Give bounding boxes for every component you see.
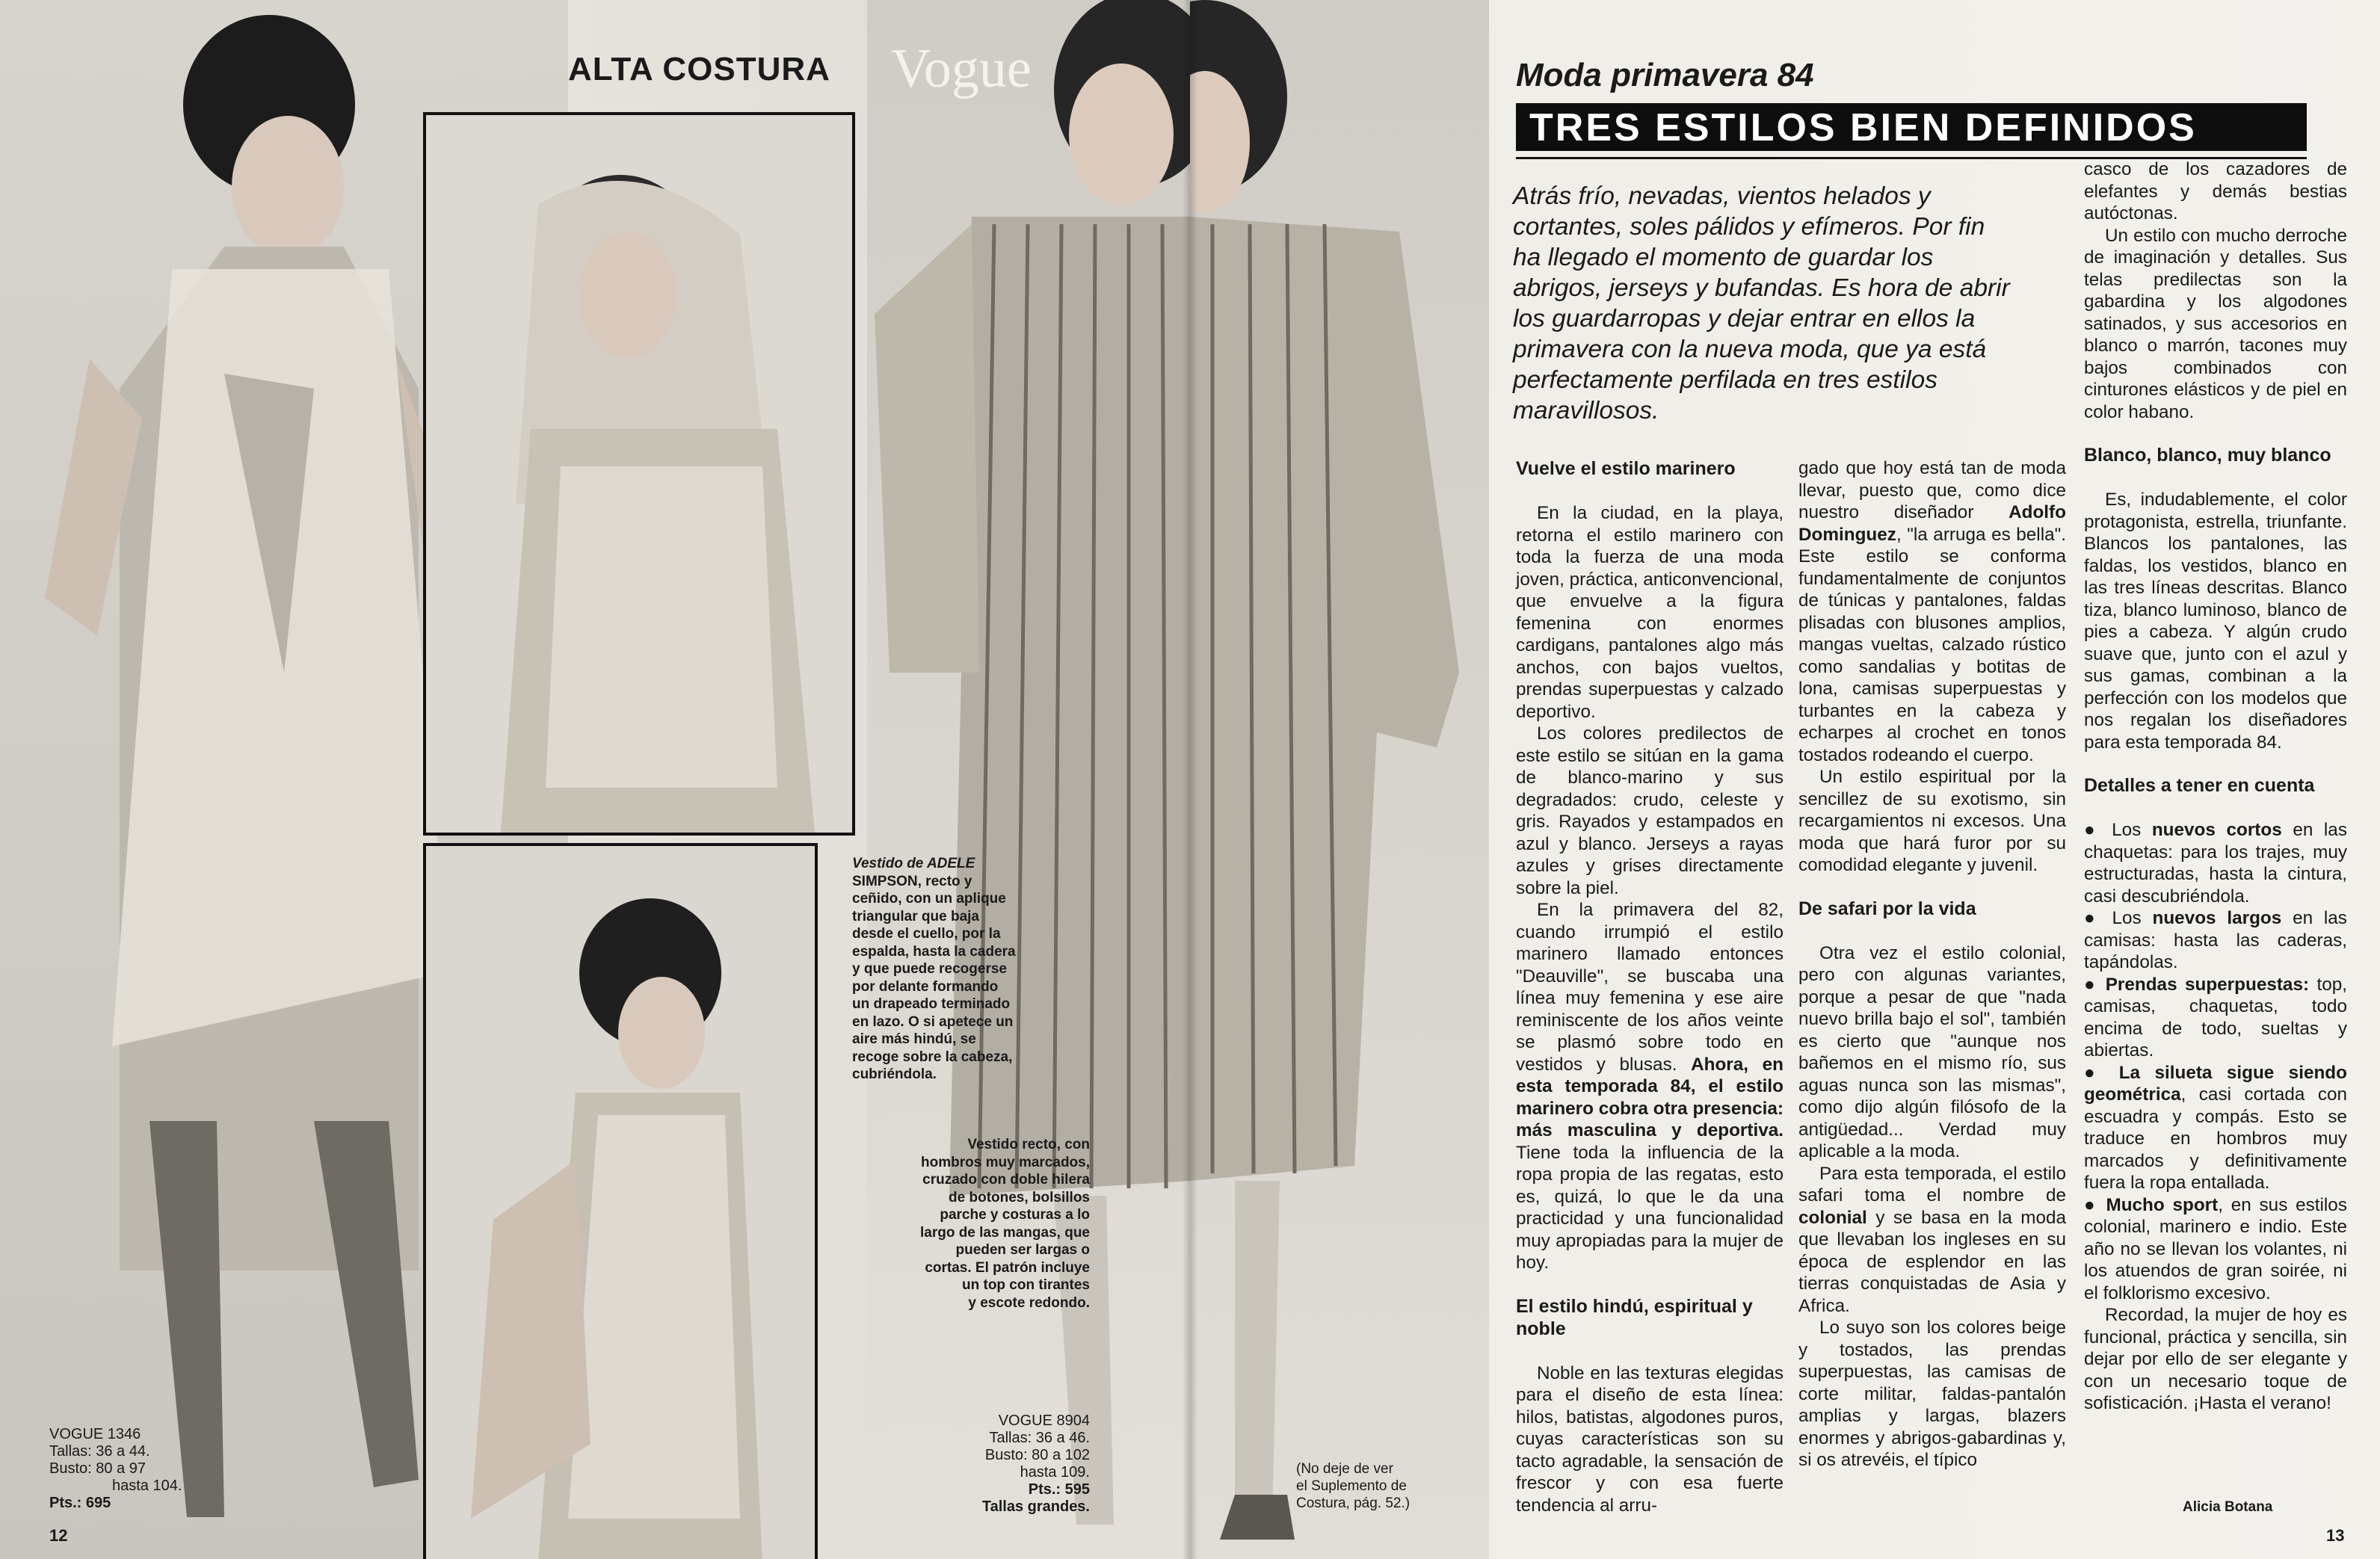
paragraph: Lo suyo son los colores beige y tostados, las prendas superpuestas, las camisas de corte militar, faldas-pantalón amplias y largas, blazers enormes y abrigos-gabardinas y, si os atrevéis, el típico: [1798, 1318, 2066, 1470]
caption-line: un top con tirantes: [962, 1277, 1090, 1293]
caption-line: y que puede recogerse: [852, 961, 1007, 977]
pattern-ref-vogue-8904: [969, 1413, 1090, 1516]
ref-code: VOGUE 1346: [49, 1426, 141, 1442]
pattern-ref-vogue-1346: [49, 1426, 182, 1512]
paragraph: Un estilo espiritual por la sencillez de su exotismo, sin recargamientos ni excesos. Una moda que hará furor por su comodidad elegante y juvenil.: [1798, 767, 2066, 875]
photo-model-seated: [423, 843, 818, 1559]
text-run: En la primavera del 82, cuando irrumpió el estilo marinero llamado entonces "Deauville", se buscaba una línea muy femenina y ese aire reminiscente de los años veinte se plasmó sobre todo en vestidos y blusas.: [1516, 900, 1784, 1075]
ref-tallas: Tallas: 36 a 44.: [49, 1443, 150, 1460]
photo-model-striped-coat: [867, 0, 1190, 1559]
bullet-item: ● Los nuevos largos en las camisas: hasta las caderas, tapándolas.: [2084, 908, 2347, 972]
text-run: en las chaquetas: para los trajes, muy estructuradas, hasta la cintura, casi descubriéndola.: [2084, 820, 2347, 907]
caption-line: Vestido recto, con: [967, 1137, 1090, 1152]
caption-line: ceñido, con un aplique: [852, 891, 1006, 907]
column-1: [1516, 457, 1784, 1516]
bullet-item: ● Los nuevos cortos en las chaquetas: para los trajes, muy estructuradas, hasta la cintura, casi descubriéndola.: [2084, 820, 2347, 907]
text-run: top, camisas, chaquetas, todo encima de todo, sueltas y abiertas.: [2084, 974, 2347, 1061]
caption-line: hombros muy marcados,: [921, 1154, 1090, 1170]
section-header: ALTA COSTURA: [568, 51, 830, 87]
subheading: De safari por la vida: [1798, 898, 1976, 919]
ref-price: Pts.: 695: [49, 1495, 111, 1511]
paragraph: En la ciudad, en la playa, retorna el estilo marinero con toda la fuerza de una moda joven, práctica, anticonvencional, que envuelve a la figura femenina con enormes cardigans, pantalones algo más anchos, con bajos vueltos, prendas superpuestas y calzado deportivo.: [1516, 503, 1784, 722]
subheading: El estilo hindú, espiritual y noble: [1516, 1295, 1753, 1339]
paragraph: casco de los cazadores de elefantes y demás bestias autóctonas.: [2084, 159, 2347, 223]
paragraph: Recordad, la mujer de hoy es funcional, práctica y sencilla, sin dejar por ello de ser elegante y con un necesario toque de sofisticación. ¡Hasta el verano!: [2084, 1305, 2347, 1413]
caption-striped-coat: [873, 1136, 1090, 1312]
paragraph: Un estilo con mucho derroche de imaginación y detalles. Sus telas predilectas son la gabardina y los algodones satinados, y sus accesorios en blanco o marrón, tacones muy bajos combinados con cinturones elásticos y de piel en color habano.: [2084, 225, 2347, 422]
ref-tallas: Tallas: 36 a 46.: [989, 1430, 1090, 1446]
bullet-list: [2084, 819, 2347, 1304]
photo-coat-continuation: [1190, 0, 1489, 1559]
text-run: , en sus estilos colonial, marinero e indio. Este año no se llevan los volantes, ni los atuendos de gran soirée, ni el folklorismo excesivo.: [2084, 1194, 2347, 1303]
caption-adele-simpson: [852, 855, 1032, 1084]
bold-run: nuevos largos: [2152, 908, 2282, 928]
caption-line: cubriéndola.: [852, 1066, 937, 1082]
caption-line: por delante formando: [852, 978, 999, 995]
caption-line: recoge sobre la cabeza,: [852, 1049, 1013, 1065]
vogue-logo: Vogue: [891, 38, 1032, 99]
paragraph: [1798, 1163, 2066, 1318]
text-run: gado que hoy está tan de moda llevar, puesto que, como dice nuestro diseñador: [1798, 458, 2066, 522]
caption-line: triangular que baja: [852, 908, 979, 924]
paragraph: Los colores predilectos de este estilo se sitúan en la gama de blanco-marino y sus degradados: crudo, celeste y gris. Rayados y estampados en azul y blanco. Jerseys a rayas azules y grises directamente sobre la piel.: [1516, 723, 1784, 898]
column-2: [1798, 457, 2066, 1472]
bold-run: colonial: [1798, 1207, 1867, 1228]
caption-line: desde el cuello, por la: [852, 926, 1001, 942]
photo-model-headscarf: [423, 112, 855, 836]
ref-hasta: hasta 104.: [112, 1478, 182, 1494]
caption-line: cortas. El patrón incluye: [925, 1259, 1090, 1276]
caption-line: pueden ser largas o: [955, 1242, 1090, 1258]
bold-run: Mucho sport: [2106, 1194, 2219, 1215]
page-number-right: 13: [2326, 1526, 2345, 1545]
column-3: [2084, 158, 2347, 1415]
caption-line: y escote redondo.: [968, 1294, 1090, 1311]
text-run: , "la arruga es bella". Este estilo se conforma fundamentalmente de conjuntos de túnicas y pantalones, faldas plisadas con blusones amplios, mangas vueltas, calzado rústico como sandalias y botitas de lona, camisas superpuestas y turbantes en la cabeza y echarpes al crochet en tonos tostados rodeando el cuerpo.: [1798, 524, 2066, 765]
paragraph: Otra vez el estilo colonial, pero con algunas variantes, porque a pesar de que "nada nuevo brilla bajo el sol", también es cierto que "aunque nos bañemos en el mismo río, sus aguas nunca son las mismas", como dijo algún filósofo de la antigüedad... Verdad muy aplicable a la moda.: [1798, 942, 2066, 1161]
ref-extra: Tallas grandes.: [981, 1498, 1090, 1515]
caption-line: SIMPSON, recto y: [852, 873, 972, 889]
paragraph: Noble en las texturas elegidas para el diseño de esta línea: hilos, batistas, algodones puros, cuyas características son su tacto agradable, la sensación de frescor y con esa fuerte tendencia al arru-: [1516, 1362, 1784, 1516]
article-lead: Atrás frío, nevadas, vientos helados y cortantes, soles pálidos y efímeros. Por fin ha llegado el momento de guardar los abrigos, jerseys y bufandas. Es hora de abrir los guardarropas y dejar entrar en ellos la primavera con la nueva moda, que ya está perfectamente perfilada en tres estilos maravillosos.: [1513, 182, 2010, 425]
caption-line: de botones, bolsillos: [949, 1189, 1090, 1205]
note-line: (No deje de ver: [1296, 1461, 1393, 1477]
supplement-note: [1296, 1460, 1410, 1512]
subheading: Vuelve el estilo marinero: [1516, 458, 1736, 479]
caption-line: aire más hindú, se: [852, 1031, 976, 1047]
caption-line: en lazo. O si apetece un: [852, 1013, 1014, 1030]
right-page: [1190, 0, 2380, 1559]
text-run: Los: [2112, 908, 2142, 928]
bold-run: Prendas superpuestas:: [2105, 974, 2310, 995]
text-run: y se basa en la moda que llevaban los ingleses en su época de esplendor en las tierras conquistadas de Asia y Africa.: [1798, 1207, 2066, 1316]
article-kicker: Moda primavera 84: [1516, 57, 1814, 93]
text-run: Para esta temporada, el estilo safari toma el nombre de: [1798, 1163, 2066, 1205]
bold-run: nuevos cortos: [2151, 820, 2282, 840]
caption-line: cruzado con doble hilera: [922, 1172, 1090, 1188]
bullet-item: ● Mucho sport, en sus estilos colonial, marinero e indio. Este año no se llevan los volantes, ni los atuendos de gran soirée, ni el folklorismo excesivo.: [2084, 1194, 2347, 1303]
paragraph: [1516, 899, 1784, 1274]
subheading: Blanco, blanco, muy blanco: [2084, 445, 2331, 466]
ref-price: Pts.: 595: [1028, 1481, 1090, 1498]
text-run: en las camisas: hasta las caderas, tapándolas.: [2084, 908, 2347, 972]
paragraph: [1798, 457, 2066, 766]
paragraph: Es, indudablemente, el color protagonista, estrella, triunfante. Blancos los pantalones, las faldas, los vestidos, blanco en las tres líneas descritas. Blanco tiza, blanco luminoso, blanco de pies a cabeza. Y algún crudo suave que, junto con el azul y sus gamas, combinan a la perfección con los modelos que nos regalan los diseñadores para esta temporada 84.: [2084, 490, 2347, 753]
bold-run: Adolfo Dominguez: [1798, 502, 2066, 545]
spread-gutter: [1183, 0, 1197, 1559]
text-run: Los: [2112, 820, 2142, 840]
caption-line: un drapeado terminado: [852, 996, 1011, 1012]
ref-busto: Busto: 80 a 102: [984, 1447, 1090, 1463]
article-title: TRES ESTILOS BIEN DEFINIDOS: [1529, 106, 2197, 149]
caption-line: Vestido de ADELE: [852, 856, 975, 871]
note-line: el Suplemento de: [1296, 1478, 1407, 1494]
ref-code: VOGUE 8904: [998, 1413, 1090, 1429]
bullet-item: ● La silueta sigue siendo geométrica, casi cortada con escuadra y compás. Esto se traduce en hombros muy marcados y definitivamente fuera la ropa entallada.: [2084, 1062, 2347, 1193]
caption-line: parche y costuras a lo: [940, 1207, 1090, 1223]
bold-run: La silueta sigue siendo geométrica: [2084, 1062, 2347, 1105]
text-run: , casi cortada con escuadra y compás. Esto se traduce en hombros muy marcados y definitivamente fuera la ropa entallada.: [2084, 1084, 2347, 1193]
author-signature: Alicia Botana: [2183, 1499, 2273, 1515]
caption-line: espalda, hasta la cadera: [852, 943, 1016, 960]
ref-busto: Busto: 80 a 97: [49, 1460, 146, 1477]
ref-hasta: hasta 109.: [1020, 1464, 1090, 1481]
text-run: Tiene toda la influencia de la ropa propia de las regatas, esto es, quizá, lo que le da una practicidad y una funcionalidad muy apropiadas para la mujer de hoy.: [1516, 1142, 1784, 1273]
bold-run: Ahora, en esta temporada 84, el estilo marinero cobra otra presencia: más masculina y deportiva.: [1516, 1054, 1784, 1140]
article-title-bar: [1516, 103, 2307, 151]
note-line: Costura, pág. 52.): [1296, 1495, 1411, 1511]
bullet-item: ● Prendas superpuestas: top, camisas, chaquetas, todo encima de todo, sueltas y abiertas.: [2084, 974, 2347, 1061]
subheading: Detalles a tener en cuenta: [2084, 775, 2315, 796]
caption-line: largo de las mangas, que: [919, 1224, 1090, 1241]
page-number-left: 12: [49, 1526, 68, 1545]
